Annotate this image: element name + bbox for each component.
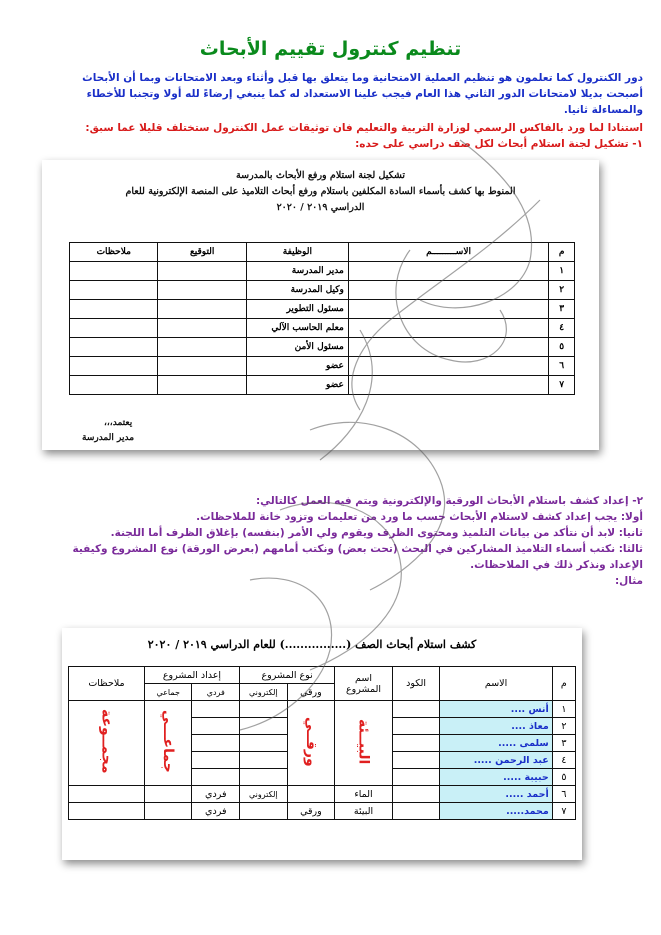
committee-table	[69, 242, 575, 395]
receipt-title: كشف استلام أبحاث الصف (................) للعام الدراسي ٢٠١٩ / ٢٠٢٠	[147, 638, 477, 651]
table-row: ٧ عضو	[70, 376, 575, 395]
col-type: نوع المشروع	[240, 667, 335, 684]
col-num: م	[552, 667, 575, 701]
table-header-row	[70, 243, 575, 262]
section-2-line: ثالثا: نكتب أسماء التلاميذ المشاركين في البحث (تحت بعض) ونكتب أمامهم (بعرض الورقة) نوع المشروع وكيفية	[72, 543, 643, 555]
form-heading: تشكيل لجنة استلام ورفع الأبحاث بالمدرسة	[236, 170, 405, 181]
receipt-table	[68, 666, 576, 820]
section-2-line: أولا: يجب إعداد كشف لاستلام الأبحاث حسب ما ورد من تعليمات وتزود خانة للملاحظات.	[196, 511, 643, 523]
col-signature: التوقيع	[158, 243, 246, 262]
table-row: ٦ أحمد ..... الماء إلكتروني فردي	[69, 786, 576, 803]
step-1-heading: ١- تشكيل لجنة استلام أبحاث لكل صف دراسي على حده:	[355, 138, 643, 150]
handwritten-notes: مجمــوعة	[69, 701, 145, 786]
col-project: اسم المشروع	[335, 667, 393, 701]
table-row: ٢ وكيل المدرسة	[70, 281, 575, 300]
sub-electronic: إلكتروني	[240, 684, 288, 701]
committee-form-image	[42, 160, 599, 450]
col-job: الوظيفة	[246, 243, 348, 262]
section-2-line: الإعداد ونذكر ذلك في الملاحظات.	[470, 559, 643, 571]
table-row: ١ مدير المدرسة	[70, 262, 575, 281]
table-row: ١ أنس .... البيــئة ورقــي جماعـــي مجمــوعة	[69, 701, 576, 718]
section-2-line: ٢- إعداد كشف باستلام الأبحاث الورقية والإلكترونية ويتم فيه العمل كالتالي:	[255, 495, 643, 507]
page-title: تنظيم كنترول تقييم الأبحاث	[199, 38, 462, 60]
form-year: الدراسي ٢٠١٩ / ٢٠٢٠	[276, 202, 365, 213]
table-row: ٦ عضو	[70, 357, 575, 376]
intro-paragraph	[14, 70, 643, 118]
fax-note	[14, 120, 643, 152]
handwritten-project: البيــئة	[335, 701, 393, 786]
intro-line: أصبحت بديلا لامتحانات الدور الثاني هذا العام فيجب علينا الاستعداد له كما ينبغي إرضاءً لله أولا وتجنبا للأخطاء	[86, 88, 643, 100]
table-row: ٣ سلمى .....	[69, 735, 576, 752]
principal-signature: مدير المدرسة	[82, 433, 135, 443]
col-name: الاســـــــــم	[348, 243, 548, 262]
handwritten-prep: جماعـــي	[144, 701, 192, 786]
table-row: ٥ مسئول الأمن	[70, 338, 575, 357]
handwritten-type: ورقــي	[287, 701, 335, 786]
table-header-row	[69, 667, 576, 684]
col-num: م	[549, 243, 575, 262]
intro-line: دور الكنترول كما تعلمون هو تنظيم العملية الامتحانية وما يتعلق بها قبل وأثناء وبعد الامتحانات وبما أن الأبحاث	[82, 72, 643, 84]
fax-line: استنادا لما ورد بالفاكس الرسمي لوزارة التربية والتعليم فان توثيقات عمل الكنترول ستختلف قليلا عما سبق:	[85, 122, 643, 134]
col-name: الاسم	[440, 667, 552, 701]
research-receipt-image	[62, 628, 582, 860]
sub-paper: ورقي	[287, 684, 335, 701]
section-2-text	[14, 493, 643, 589]
form-subheading: المنوط بها كشف بأسماء السادة المكلفين باستلام ورفع أبحاث التلاميذ على المنصة الإلكترونية للعام	[125, 186, 516, 197]
col-code: الكود	[392, 667, 440, 701]
table-row: ٤ عبد الرحمن .....	[69, 752, 576, 769]
table-row: ٤ معلم الحاسب الآلي	[70, 319, 575, 338]
col-notes: ملاحظات	[69, 667, 145, 701]
col-prep: إعداد المشروع	[144, 667, 239, 684]
table-row: ٥ حبيبة .....	[69, 769, 576, 786]
approve-text: يعتمد،،،	[104, 418, 133, 428]
sub-individual: فردي	[192, 684, 240, 701]
example-label: مثال:	[614, 575, 643, 587]
table-row: ٣ مسئول التطوير	[70, 300, 575, 319]
table-row: ٧ محمد..... البيئة ورقي فردي	[69, 803, 576, 820]
section-2-line: ثانيا: لابد أن نتأكد من بيانات التلميذ ومحتوى الظرف ويقوم ولي الأمر (بنفسه) بإغلاق الظرف أما اللجنة.	[110, 527, 643, 539]
sub-group: جماعي	[144, 684, 192, 701]
table-row: ٢ معاذ ....	[69, 718, 576, 735]
col-notes: ملاحظات	[70, 243, 158, 262]
intro-line: والمساءلة ثانيا.	[563, 104, 643, 116]
